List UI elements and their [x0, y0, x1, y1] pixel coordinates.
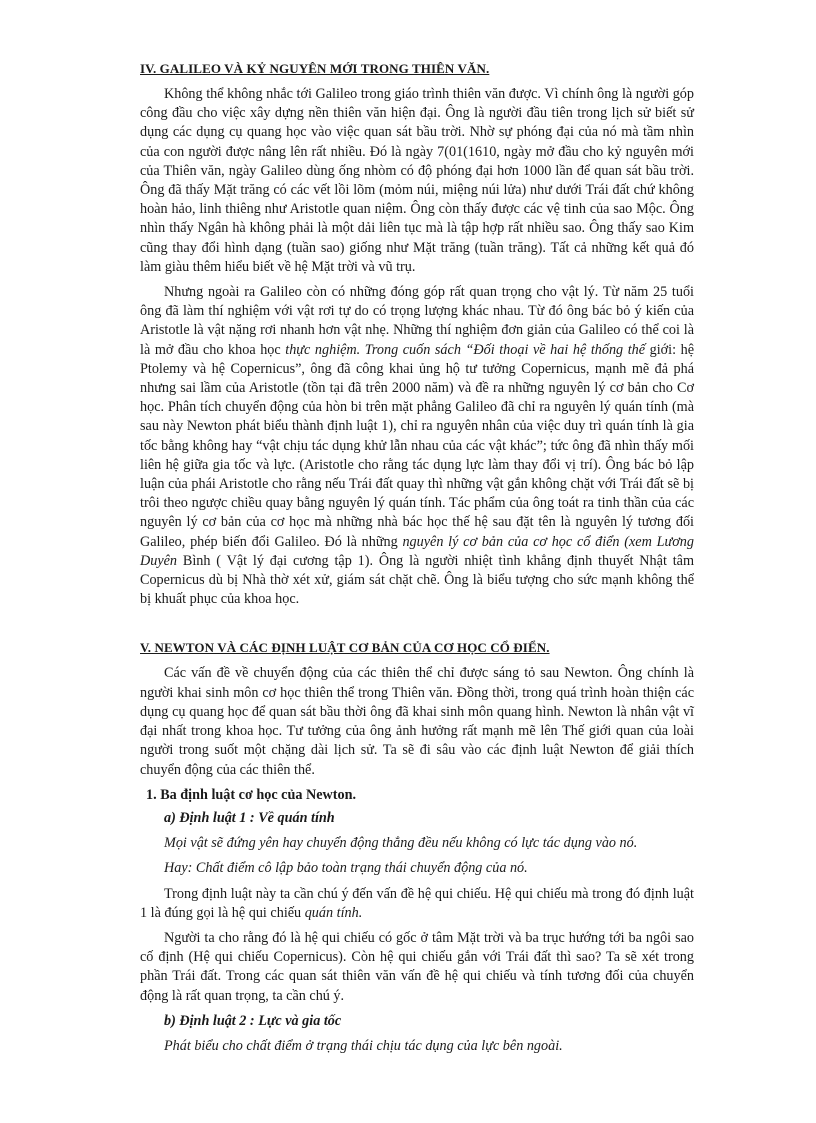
section-5-heading: V. NEWTON VÀ CÁC ĐỊNH LUẬT CƠ BẢN CỦA CƠ HỌC CỔ ĐIỂN.	[140, 640, 550, 656]
section-5-paragraph-3: Người ta cho rằng đó là hệ qui chiếu có gốc ở tâm Mặt trời và ba trục hướng tới ba ngôi sao cố định (Hệ qui chiếu Copernicus). Còn hệ qui chiếu gắn với Trái đất thì sao? Ta sẽ xét trong phần Trái đất. Trong các quan sát thiên văn vấn đề hệ qui chiếu và tính tương đối của chuyển động là rất quan trọng, ta cần chú ý.	[140, 929, 694, 1004]
section-5-paragraph-2	[140, 885, 694, 923]
law-1-title: a) Định luật 1 : Về quán tính	[164, 809, 335, 826]
text-run: Bình ( Vật lý đại cương tập 1). Ông là người nhiệt tình khẳng định thuyết Nhật tâm Copernicus dù bị Nhà thờ xét xử, giám sát chặt chẽ. Ông là biểu tượng cho sức mạnh không thể bị khuất phục của khoa học.	[140, 552, 694, 608]
subsection-title: 1. Ba định luật cơ học của Newton.	[146, 786, 357, 803]
law-1-statement: Mọi vật sẽ đứng yên hay chuyển động thẳng đều nếu không có lực tác dụng vào nó.	[164, 835, 638, 852]
section-4-paragraph-1: Không thể không nhắc tới Galileo trong giáo trình thiên văn được. Vì chính ông là người góp công đầu cho việc xây dựng nền thiên văn hiện đại. Ông là người đầu tiên trong lịch sử biết sử dụng các dụng cụ quang học vào việc quan sát bầu trời. Nhờ sự phóng đại của nó mà tầm nhìn của con người được nâng lên rất nhiều. Đó là ngày 7(01(1610, ngày mở đầu cho kỷ nguyên mới của Thiên văn, ngày Galileo dùng ống nhòm có độ phóng đại hơn 1000 lần để quan sát bầu trời. Ông đã thấy Mặt trăng có các vết lồi lõm (mỏm núi, miệng núi lửa) như dưới Trái đất chứ không hoàn hảo, linh thiêng như Aristotle quan niệm. Ông còn thấy được các vệ tinh của sao Mộc. Ông nhìn thấy Ngân hà không phải là một dải liên tục mà là tập hợp rất nhiều sao. Ông thấy sao Kim cũng thay đổi hình dạng (tuần sao) giống như Mặt trăng (tuần trăng). Tất cả những kết quả đó làm giàu thêm hiểu biết về hệ Mặt trời và vũ trụ.	[140, 86, 694, 275]
law-1-alternative: Hay: Chất điểm cô lập bảo toàn trạng thái chuyển động của nó.	[164, 860, 528, 877]
text-run: Trong định luật này ta cần chú ý đến vấn đề hệ qui chiếu. Hệ qui chiếu mà trong đó định luật 1 là đúng gọi là hệ qui chiếu	[140, 885, 694, 921]
section-5-paragraph-1: Các vấn đề về chuyển động của các thiên thể chỉ được sáng tỏ sau Newton. Ông chính là người khai sinh môn cơ học thiên thể trong Thiên văn. Đồng thời, trong quá trình hoàn thiện các dụng cụ quang học để quan sát bầu thời ông đã khai sinh môn quang hình. Newton là nhân vật vĩ đại nhất trong khoa học. Tư tưởng của ông ảnh hưởng rất mạnh mẽ lên Thế giới quan của loài người trong suốt một chặng dài lịch sử. Ta sẽ đi sâu vào các định luật Newton để giải thích chuyển động của các thiên thể.	[140, 665, 694, 778]
section-4-paragraph-2	[140, 283, 694, 609]
document-page	[140, 60, 694, 1062]
section-4-heading: IV. GALILEO VÀ KỶ NGUYÊN MỚI TRONG THIÊN VĂN.	[140, 61, 490, 76]
text-run: Nhưng ngoài ra Galileo còn có những đóng góp rất quan trọng cho vật lý. Từ năm 25 tuổi ông đã làm thí nghiệm với vật rơi tự do có trọng lượng khác nhau. Từ đó ông bác bỏ ý kiến của Aristotle là vật nặng rơi nhanh hơn vật nhẹ. Những thí nghiệm đơn giản của Galileo có thể coi là là mở đầu cho khoa học	[140, 284, 694, 358]
italic-run: thực nghiệm. Trong cuốn sách “Đối thoại về hai hệ thống thế	[285, 341, 646, 358]
italic-run: quán tính.	[304, 904, 363, 921]
law-2-title: b) Định luật 2 : Lực và gia tốc	[164, 1012, 342, 1029]
law-2-statement: Phát biểu cho chất điểm ở trạng thái chịu tác dụng của lực bên ngoài.	[164, 1037, 563, 1054]
section-spacer	[140, 615, 694, 639]
italic-run: nguyên lý cơ bản của cơ học cổ điển (xem Lương Duyên	[140, 533, 694, 569]
text-run: giới: hệ Ptolemy và hệ Copernicus”, ông đã công khai ủng hộ tư tưởng Copernicus, mạnh mẽ đả phá nhưng sai lầm của Aristotle (tồn tại đã trên 2000 năm) và đề ra những nguyên lý cơ bản cho Cơ học. Phân tích chuyển động của hòn bi trên mặt phẳng Galileo đã chỉ ra nguyên lý quán tính (mà sau này Newton phát biểu thành định luật 1), chỉ ra nguyên nhân của việc duy trì quán tính là gia tốc bằng không hay “vật chịu tác dụng khử lẫn nhau của các vật khác”; tức ông đã nhìn thấy mối liên hệ giữa gia tốc và lực. (Aristotle cho rằng tác dụng lực làm thay đổi vị trí). Ông bác bỏ lập luận của phái Aristotle cho rằng nếu Trái đất quay thì những vật gắn không chặt với Trái đất sẽ bị trôi theo ngược chiều quay bằng nguyên lý quán tính. Tác phẩm của ông toát ra tinh thần của các nguyên lý cơ bản của cơ học mà những nhà bác học thế hệ sau đặt tên là nguyên lý tương đối Galileo, phép biến đổi Galileo. Đó là những	[140, 341, 695, 550]
